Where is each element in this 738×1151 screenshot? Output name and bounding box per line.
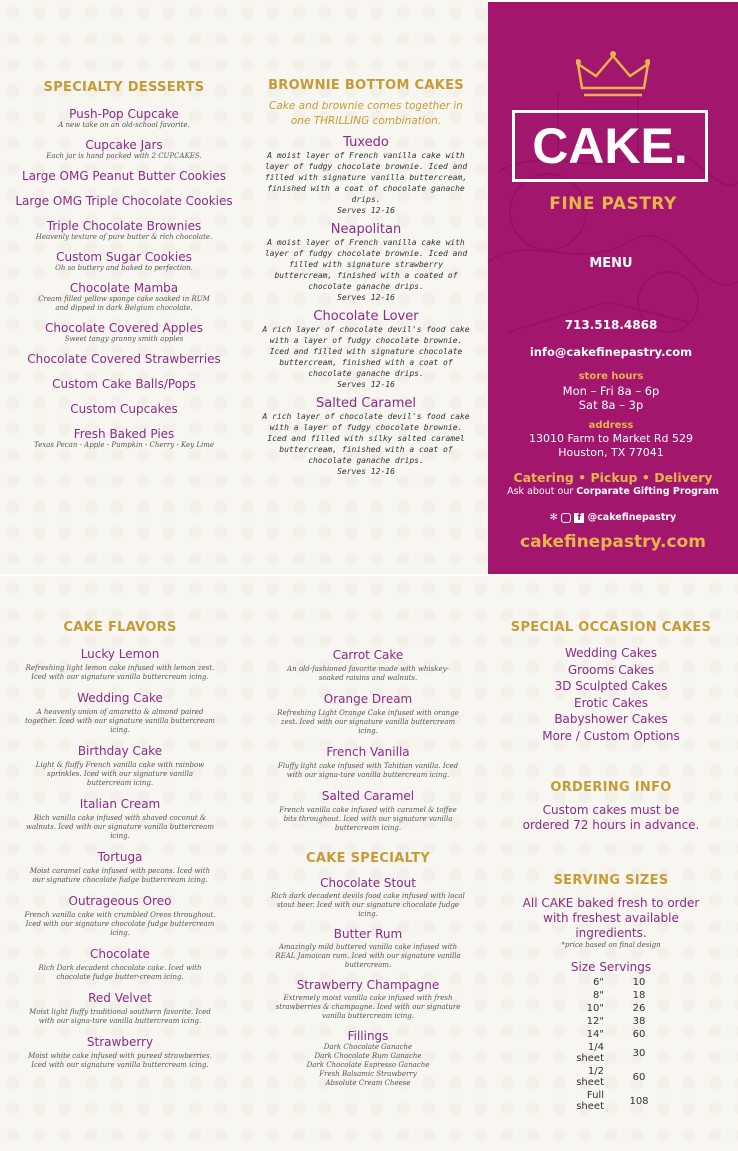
special-occasion-title: SPECIAL OCCASION CAKES — [510, 620, 712, 635]
flavor-item — [258, 692, 478, 736]
brownie-cake-desc: A moist layer of French vanilla cake with layer of fudgy chocolate brownie. Iced and filled with signature strawberry buttercream, finished with a coated of chocolate ganache drips. — [264, 238, 468, 291]
facebook-icon[interactable]: f — [574, 513, 584, 523]
specialty-cake-name: Strawberry Champagne — [296, 978, 440, 992]
brand-subtitle: FINE PASTRY — [549, 194, 677, 214]
specialty-cake-item — [258, 927, 478, 970]
brownie-bottom-tagline: Cake and brownie comes together in one THRILLING combination. — [269, 100, 463, 127]
brownie-cake-serves: Serves 12-16 — [337, 467, 395, 476]
serving-size: 6" — [593, 977, 604, 988]
serving-row — [554, 1015, 668, 1028]
dessert-name: Custom Cupcakes — [70, 402, 178, 416]
flavor-name: Italian Cream — [79, 797, 161, 811]
flavor-desc: Moist white cake infused with pureed strawberries. Iced with our signature vanilla buttercream icing. — [28, 1052, 212, 1069]
instagram-icon[interactable] — [561, 513, 571, 523]
serving-count: 30 — [632, 1047, 646, 1059]
hours-label: store hours — [578, 371, 644, 382]
occasion-item: Grooms Cakes — [567, 662, 655, 677]
filling-item: Absolute Cream Cheese — [325, 1079, 411, 1087]
serving-row — [554, 989, 668, 1002]
logo-text: CAKE. — [532, 118, 688, 174]
address-line-2: Houston, TX 77041 — [558, 446, 664, 459]
dessert-desc: Heavenly texture of pure butter & rich chocolate. — [35, 233, 213, 241]
occasion-item: 3D Sculpted Cakes — [554, 679, 668, 693]
cake-flavors-right-section — [258, 648, 478, 1088]
dessert-item — [14, 169, 234, 183]
flavor-item — [10, 691, 230, 735]
hours-saturday: Sat 8a – 3p — [578, 398, 644, 412]
address-label: address — [588, 420, 634, 431]
serving-size: 12" — [586, 1016, 604, 1027]
brownie-cake-name: Neapolitan — [330, 222, 402, 237]
flavor-desc: Light & fluffy French vanilla cake with rainbow sprinkles. Iced with our signature vanilla buttercream icing. — [35, 761, 205, 787]
flavor-desc: A heavenly union of amaretto & almond paired together. Iced with our signature vanilla buttercream icing. — [25, 708, 215, 734]
dessert-item — [14, 402, 234, 416]
cake-specialty-title: CAKE SPECIALTY — [306, 851, 430, 866]
brownie-cake-desc: A moist layer of French vanilla cake with layer of fudgy chocolate brownie. Iced and filled with signature vanilla buttercream, finished with a coat of chocolate ganache drips. — [264, 151, 468, 204]
flavor-desc: Moist light fluffy traditional southern favorite. Iced with our signa-ture vanilla buttercream icing. — [29, 1008, 211, 1025]
dessert-item — [14, 250, 234, 273]
brownie-cake-desc: A rich layer of chocolate devil's food cake with a layer of fudgy chocolate brownie. Iced and filled with signature chocolate buttercream, finished with a coat of chocolate ganache drips. — [262, 325, 470, 378]
dessert-desc: Oh so buttery and baked to perfection. — [55, 264, 193, 272]
dessert-name: Chocolate Covered Apples — [45, 321, 203, 335]
flavor-name: Chocolate — [89, 947, 151, 961]
serving-count: 18 — [632, 990, 646, 1001]
flavor-item — [258, 648, 478, 683]
flavor-item — [10, 894, 230, 938]
dessert-item — [14, 107, 234, 130]
flavor-desc: An old-fashioned favorite made with whiskey-soaked raisins and walnuts. — [287, 665, 449, 682]
cake-flavors-title: CAKE FLAVORS — [63, 620, 177, 635]
serving-col-size: Size — [570, 960, 596, 974]
dessert-desc: Each jar is hand packed with 2 CUPCAKES. — [46, 152, 202, 160]
serving-count: 38 — [632, 1016, 646, 1027]
dessert-item — [14, 194, 234, 208]
dessert-name: Large OMG Peanut Butter Cookies — [21, 169, 227, 183]
flavor-name: Salted Caramel — [321, 789, 415, 803]
serving-row — [554, 1002, 668, 1015]
flavor-desc: Fluffy light cake infused with Tahitian vanilla. Iced with our signa-ture vanilla buttercream icing. — [277, 762, 459, 779]
dessert-item — [14, 219, 234, 242]
right-info-section — [496, 620, 726, 1113]
serving-row — [554, 1028, 668, 1041]
flavor-desc: French vanilla cake with crumbled Oreos throughout. Iced with our signature chocolate fudge buttercream icing. — [24, 911, 216, 937]
brownie-cake-item — [258, 309, 474, 390]
serving-row — [554, 976, 668, 989]
serving-size: 10" — [586, 1003, 604, 1014]
brownie-cake-serves: Serves 12-16 — [337, 206, 395, 215]
flavor-desc: Refreshing Light Orange Cake infused with orange zest. Iced with our signature vanilla buttercream icing. — [277, 709, 459, 735]
serving-size: 8" — [593, 990, 604, 1001]
specialty-desserts-section — [14, 80, 234, 458]
dessert-name: Large OMG Triple Chocolate Cookies — [15, 194, 233, 208]
hours-weekday: Mon – Fri 8a – 6p — [562, 384, 660, 398]
serving-count: 60 — [632, 1071, 646, 1083]
flavor-item — [10, 991, 230, 1026]
occasion-item: Erotic Cakes — [574, 695, 648, 710]
yelp-icon[interactable]: ✻ — [549, 512, 558, 523]
website-url[interactable]: cakefinepastry.com — [520, 532, 706, 552]
brownie-cake-item — [258, 222, 474, 303]
specialty-cake-item — [258, 978, 478, 1021]
dessert-name: Cupcake Jars — [85, 138, 163, 152]
services-line: Catering • Pickup • Delivery — [513, 470, 713, 485]
dessert-desc: A new take on an old-school favorite. — [58, 121, 190, 129]
email-address[interactable]: info@cakefinepastry.com — [529, 345, 693, 359]
brand-panel — [488, 2, 738, 574]
serving-row — [554, 1041, 668, 1065]
filling-item: Dark Chocolate Espresso Ganache — [306, 1061, 430, 1069]
serving-row — [554, 1065, 668, 1089]
dessert-item — [14, 281, 234, 313]
brownie-cake-name: Tuxedo — [343, 135, 389, 150]
serving-count: 60 — [632, 1029, 646, 1040]
ordering-info-text: Custom cakes must be ordered 72 hours in advance. — [522, 803, 700, 832]
social-line — [488, 512, 738, 523]
flavor-item — [10, 647, 230, 682]
dessert-name: Custom Cake Balls/Pops — [52, 377, 196, 391]
cake-flavors-section — [10, 620, 230, 1079]
serving-sizes-title: SERVING SIZES — [553, 873, 669, 888]
specialty-cake-desc: Extremely moist vanilla cake infused with fresh strawberries & champagne. Iced with our signature vanilla buttercream icing. — [275, 994, 461, 1020]
dessert-desc: Sweet tangy granny smith apples — [64, 335, 184, 343]
dessert-item — [14, 352, 234, 366]
filling-item: Fresh Balsamic Strawberry — [319, 1070, 417, 1078]
dessert-item — [14, 138, 234, 161]
specialty-cake-item — [258, 876, 478, 919]
flavor-item — [10, 797, 230, 841]
fillings-title: Fillings — [347, 1029, 389, 1043]
dessert-name: Fresh Baked Pies — [73, 427, 175, 441]
serving-size: Full sheet — [576, 1090, 604, 1112]
flavor-name: Carrot Cake — [332, 648, 404, 662]
serving-note: *price based on final design — [561, 941, 661, 949]
dessert-item — [14, 377, 234, 391]
serving-row — [554, 1089, 668, 1113]
serving-count: 108 — [629, 1095, 649, 1107]
serving-size: 1/2 sheet — [576, 1066, 604, 1088]
flavor-name: Lucky Lemon — [80, 647, 160, 661]
flavor-item — [10, 850, 230, 885]
brownie-cake-name: Chocolate Lover — [313, 309, 419, 324]
gifting-line — [488, 486, 738, 497]
flavor-name: French Vanilla — [326, 745, 410, 759]
flavor-name: Tortuga — [97, 850, 143, 864]
logo-box — [512, 110, 708, 182]
serving-header — [496, 960, 726, 974]
menu-label: MENU — [589, 256, 633, 271]
serving-size: 14" — [586, 1029, 604, 1040]
flavor-item — [10, 947, 230, 982]
serving-col-servings: Servings — [599, 960, 652, 974]
occasion-item: Babyshower Cakes — [554, 712, 668, 726]
flavor-item — [10, 744, 230, 788]
flavor-name: Outrageous Oreo — [68, 894, 172, 908]
occasion-item: Wedding Cakes — [564, 646, 658, 660]
dessert-desc: Texas Pecan - Apple - Pumpkin - Cherry - Key Lime — [33, 441, 215, 449]
serving-intro: All CAKE baked fresh to order with freshest available ingredients. — [522, 896, 700, 940]
brownie-cake-item — [258, 396, 474, 477]
brownie-cake-serves: Serves 12-16 — [337, 293, 395, 302]
flavor-desc: Refreshing light lemon cake infused with lemon zest. Iced with our signature vanilla buttercream icing. — [25, 664, 215, 681]
brownie-cake-desc: A rich layer of chocolate devil's food cake with a layer of fudgy chocolate brownie. Iced and filled with silky salted caramel buttercream, finished with a coat of chocolate ganache drips. — [262, 412, 470, 465]
brownie-cake-name: Salted Caramel — [316, 396, 416, 411]
serving-count: 10 — [632, 977, 646, 988]
filling-item: Dark Chocolate Rum Ganache — [314, 1052, 422, 1060]
flavor-item — [258, 789, 478, 833]
flavor-item — [10, 1035, 230, 1070]
filling-item: Dark Chocolate Ganache — [323, 1043, 413, 1051]
serving-count: 26 — [632, 1003, 646, 1014]
serving-table — [554, 976, 668, 1113]
flavor-desc: French vanilla cake infused with caramel & toffee bits throughout. Iced with our signature vanilla buttercream icing. — [279, 806, 457, 832]
flavor-name: Orange Dream — [323, 692, 413, 706]
phone-number[interactable]: 713.518.4868 — [564, 318, 658, 332]
dessert-name: Chocolate Mamba — [69, 281, 179, 295]
dessert-name: Chocolate Covered Strawberries — [27, 352, 221, 366]
gifting-prefix: Ask about our — [507, 486, 574, 497]
specialty-cake-name: Butter Rum — [333, 927, 403, 941]
dessert-item — [14, 321, 234, 344]
brownie-cake-serves: Serves 12-16 — [337, 380, 395, 389]
flavor-name: Red Velvet — [88, 991, 152, 1005]
specialty-cake-desc: Amazingly mild buttered vanilla cake infused with REAL Jamaican rum. Iced with our signature vanilla buttercream. — [275, 943, 461, 969]
occasion-item: More / Custom Options — [542, 728, 680, 743]
specialty-desserts-title: SPECIALTY DESSERTS — [43, 80, 205, 95]
brownie-bottom-title: BROWNIE BOTTOM CAKES — [268, 78, 464, 93]
address-line-1: 13010 Farm to Market Rd 529 — [528, 432, 694, 445]
dessert-desc: Cream filled yellow sponge cake soaked in RUM and dipped in dark Belgium chocolate. — [38, 295, 210, 312]
flavor-desc: Rich vanilla cake infused with shaved coconut & walnuts. Iced with our signature vanilla buttercream icing. — [26, 814, 214, 840]
serving-size: 1/4 sheet — [576, 1042, 604, 1064]
dessert-name: Triple Chocolate Brownies — [46, 219, 202, 233]
flavor-name: Wedding Cake — [77, 691, 163, 705]
specialty-cake-desc: Rich dark decadent devils food cake infused with local stout beer. Iced with our signature chocolate fudge icing. — [271, 892, 465, 918]
crown-icon — [576, 48, 650, 100]
dessert-name: Push-Pop Cupcake — [69, 107, 179, 121]
flavor-name: Birthday Cake — [77, 744, 163, 758]
social-handle[interactable]: @cakefinepastry — [587, 512, 677, 523]
flavor-name: Strawberry — [86, 1035, 154, 1049]
ordering-info-title: ORDERING INFO — [550, 780, 672, 795]
gifting-program: Corparate Gifting Program — [576, 486, 719, 497]
brownie-bottom-section — [258, 78, 474, 483]
flavor-item — [258, 745, 478, 780]
specialty-cake-name: Chocolate Stout — [320, 876, 416, 890]
dessert-name: Custom Sugar Cookies — [56, 250, 192, 264]
flavor-desc: Rich Dark decadent chocolate cake. Iced with chocolate fudge butter-cream icing. — [38, 964, 202, 981]
brownie-cake-item — [258, 135, 474, 216]
flavor-desc: Moist caramel cake infused with pecans. Iced with our signature chocolate fudge buttercream icing. — [29, 867, 211, 884]
dessert-item — [14, 427, 234, 450]
